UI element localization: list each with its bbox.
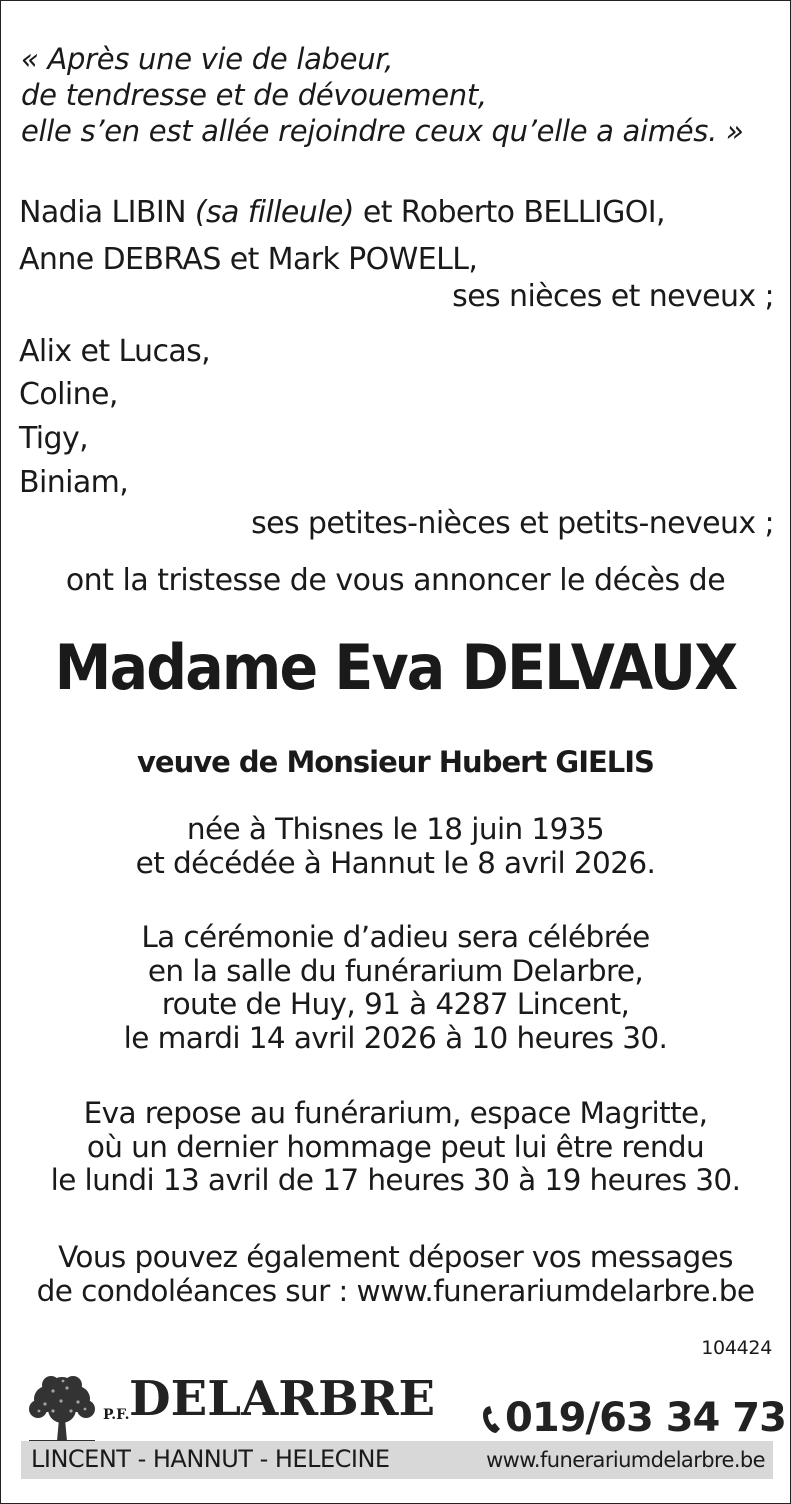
ceremony-line: route de Huy, 91 à 4287 Lincent, [161, 987, 630, 1021]
ceremony-line: en la salle du funérarium Delarbre, [147, 953, 644, 988]
grand-relation: ses petites-nièces et petits-neveux ; [251, 506, 774, 541]
condolences-line: Vous pouvez également déposer vos messages [58, 1240, 733, 1274]
niece1-note: (sa filleule) [194, 195, 354, 230]
reference-number: 104424 [701, 1337, 772, 1359]
visitation-block [1, 1097, 790, 1198]
brand-name: DELARBRE [129, 1371, 436, 1427]
condolences-line: de condoléances sur : www.funerariumdelarbre.be [36, 1273, 755, 1308]
announcement: ont la tristesse de vous annoncer le décès de [65, 563, 726, 598]
locations: LINCENT - HANNUT - HELECINE [31, 1445, 390, 1473]
epitaph-quote [21, 41, 744, 149]
ceremony-line: La cérémonie d’adieu sera célébrée [141, 920, 650, 954]
phone-icon [481, 1405, 503, 1439]
grand-line: Coline, [19, 377, 118, 412]
family-line-niece2: Anne DEBRAS et Mark POWELL, [19, 242, 478, 277]
quote-line: elle s’en est allée rejoindre ceux qu’elle a aimés. » [21, 114, 744, 148]
pf-label: P.F. [103, 1407, 130, 1423]
grand-line: Biniam, [19, 465, 129, 500]
birth-death-line: et décédée à Hannut le 8 avril 2026. [135, 845, 656, 880]
family-line-niece1 [19, 192, 774, 234]
footer-website-link[interactable]: www.funerariumdelarbre.be [486, 1448, 765, 1472]
tree-icon [23, 1371, 101, 1447]
ceremony-block [1, 921, 790, 1055]
phone-number: 019/63 34 73 [505, 1395, 786, 1441]
funeral-home-footer [1, 1367, 790, 1503]
niece1-partner: et Roberto BELLIGOI, [362, 195, 665, 230]
birth-death-block [1, 813, 790, 880]
footer-bar [21, 1441, 773, 1479]
visitation-line: Eva repose au funérarium, espace Magritte, [83, 1096, 708, 1130]
ceremony-line: le mardi 14 avril 2026 à 10 heures 30. [123, 1020, 668, 1055]
nieces-relation: ses nièces et neveux ; [452, 279, 774, 314]
widow-of: veuve de Monsieur Hubert GIELIS [137, 745, 654, 779]
deceased-name: Madame Eva DELVAUX [54, 631, 737, 704]
visitation-line: le lundi 13 avril de 17 heures 30 à 19 heures 30. [50, 1163, 741, 1197]
visitation-line: où un dernier hommage peut lui être rendu [86, 1129, 705, 1164]
grand-line: Alix et Lucas, [19, 334, 211, 369]
niece1-name: Nadia LIBIN [19, 195, 186, 230]
quote-line: de tendresse et de dévouement, [21, 78, 487, 112]
grand-line: Tigy, [19, 421, 89, 456]
birth-death-line: née à Thisnes le 18 juin 1935 [186, 812, 605, 846]
quote-line: « Après une vie de labeur, [21, 42, 394, 76]
condolences-block [1, 1241, 790, 1308]
